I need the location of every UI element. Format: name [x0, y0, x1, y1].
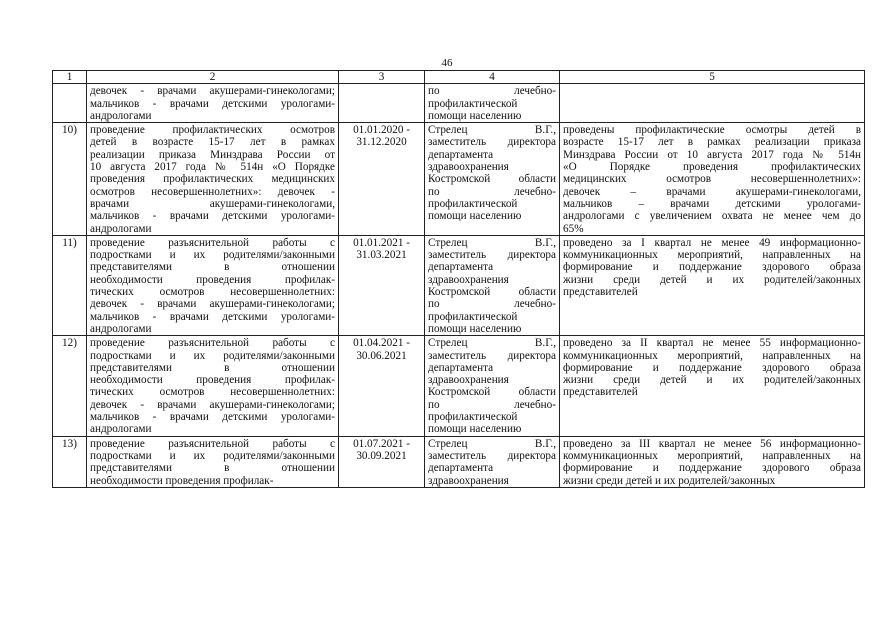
- activity-cell: [87, 235, 339, 335]
- responsible-line: департамента: [428, 361, 494, 374]
- responsible-line: Стрелец В.Г.,: [428, 236, 556, 249]
- result-line: жизни среди детей и их родителей/законных: [563, 374, 861, 387]
- responsible-line: здравоохранения: [428, 161, 509, 174]
- activity-line: детей в возрасте 15-17 лет в рамках: [90, 136, 335, 149]
- activity-line: представителями в отношении: [90, 462, 335, 475]
- responsible-line: департамента: [428, 148, 494, 161]
- dates-line: 01.04.2021 -: [353, 337, 410, 350]
- responsible-line: заместитель директора: [428, 136, 556, 149]
- responsible-line: профилактической: [428, 197, 518, 210]
- result-line: «О Порядке проведения профилактических: [563, 161, 861, 174]
- result-line: проведено за I квартал не менее 49 информационно-: [563, 236, 861, 249]
- responsible-line: помощи населению: [428, 423, 522, 436]
- dates-line: 01.01.2020 -: [353, 124, 410, 137]
- responsible-line: заместитель директора: [428, 449, 556, 462]
- dates-cell: [339, 436, 425, 487]
- responsible-line: заместитель директора: [428, 349, 556, 362]
- responsible-line: департамента: [428, 462, 494, 475]
- header-cell-3: 3: [339, 71, 425, 84]
- activity-line: необходимости проведения профилак-: [90, 273, 335, 286]
- responsible-line: помощи населению: [428, 109, 522, 122]
- activity-line: андрологами: [90, 322, 152, 335]
- result-line: коммуникационных мероприятий, направленных на: [563, 249, 861, 262]
- dates-line: 31.03.2021: [356, 249, 407, 262]
- dates-cell: [339, 235, 425, 335]
- header-cell-5: 5: [560, 71, 865, 84]
- responsible-line: профилактической: [428, 411, 518, 424]
- row-number: [53, 84, 87, 123]
- activity-line: подростками и их родителями/законными: [90, 449, 335, 462]
- table-body: [53, 84, 865, 488]
- result-line: коммуникационных мероприятий, направленных на: [563, 449, 861, 462]
- responsible-cell: [425, 235, 560, 335]
- responsible-line: по лечебно-: [428, 298, 556, 311]
- activity-line: андрологами: [90, 222, 152, 235]
- responsible-line: здравоохранения: [428, 374, 509, 387]
- responsible-cell: [425, 336, 560, 436]
- responsible-line: Стрелец В.Г.,: [428, 124, 556, 137]
- activity-line: необходимости проведения профилак-: [90, 474, 274, 487]
- header-cell-1: 1: [53, 71, 87, 84]
- result-line: мальчиков – врачами детскими урологами-: [563, 197, 861, 210]
- activity-line: необходимости проведения профилак-: [90, 374, 335, 387]
- result-line: представителей: [563, 386, 638, 399]
- activity-line: мальчиков - врачами детскими урологами-: [90, 97, 335, 110]
- responsible-line: помощи населению: [428, 210, 522, 223]
- result-line: формирование и поддержание здорового образа: [563, 361, 861, 374]
- activity-line: мальчиков - врачами детскими урологами-: [90, 411, 335, 424]
- row-number: 11): [53, 235, 87, 335]
- table-row: [53, 235, 865, 335]
- page-number: 46: [441, 57, 453, 69]
- activity-cell: [87, 336, 339, 436]
- activity-line: осмотров несовершеннолетних»: девочек -: [90, 185, 335, 198]
- result-cell: [560, 336, 865, 436]
- result-line: проведено за III квартал не менее 56 информационно-: [563, 437, 861, 450]
- activity-cell: [87, 436, 339, 487]
- activity-line: проведение разъяснительной работы с: [90, 236, 335, 249]
- result-line: медицинских осмотров несовершеннолетних»:: [563, 173, 861, 186]
- activity-line: мальчиков - врачами детскими урологами-: [90, 210, 335, 223]
- responsible-line: здравоохранения: [428, 474, 509, 487]
- activity-line: девочек - врачами акушерами-гинекологами;: [90, 298, 335, 311]
- table-row: [53, 436, 865, 487]
- result-line: жизни среди детей и их родителей/законных: [563, 474, 776, 487]
- row-number: 12): [53, 336, 87, 436]
- responsible-line: профилактической: [428, 97, 518, 110]
- result-line: девочек – врачами акушерами-гинекологами,: [563, 185, 861, 198]
- header-row: [53, 71, 865, 84]
- dates-line: 31.12.2020: [356, 136, 407, 149]
- activity-line: андрологами: [90, 109, 152, 122]
- activity-line: девочек - врачами акушерами-гинекологами;: [90, 398, 335, 411]
- row-number: 10): [53, 123, 87, 236]
- activity-line: проведение профилактических осмотров: [90, 124, 335, 137]
- row-number: 13): [53, 436, 87, 487]
- dates-cell: [339, 123, 425, 236]
- activity-line: представителями в отношении: [90, 361, 335, 374]
- responsible-line: Костромской области: [428, 286, 556, 299]
- result-line: возрасте 15-17 лет в рамках реализации приказа: [563, 136, 861, 149]
- activity-line: подростками и их родителями/законными: [90, 349, 335, 362]
- responsible-cell: [425, 123, 560, 236]
- responsible-line: здравоохранения: [428, 273, 509, 286]
- activity-line: проведение разъяснительной работы с: [90, 337, 335, 350]
- dates-cell: [339, 84, 425, 123]
- dates-line: 30.09.2021: [356, 449, 407, 462]
- activity-line: 10 августа 2017 года № 514н «О Порядке: [90, 161, 335, 174]
- result-line: проведено за II квартал не менее 55 информационно-: [563, 337, 861, 350]
- activity-line: представителями в отношении: [90, 261, 335, 274]
- result-line: андрологами с увеличением охвата не менее чем до: [563, 210, 861, 223]
- plan-table: [52, 70, 865, 488]
- result-cell: [560, 84, 865, 123]
- header-cell-4: 4: [425, 71, 560, 84]
- responsible-line: Стрелец В.Г.,: [428, 437, 556, 450]
- activity-cell: [87, 123, 339, 236]
- activity-line: реализации приказа Минздрава России от: [90, 148, 335, 161]
- activity-line: подростками и их родителями/законными: [90, 249, 335, 262]
- responsible-line: Костромской области: [428, 386, 556, 399]
- activity-cell: [87, 84, 339, 123]
- result-line: представителей: [563, 286, 638, 299]
- activity-line: врачами акушерами-гинекологами,: [90, 197, 335, 210]
- responsible-line: по лечебно-: [428, 185, 556, 198]
- responsible-line: заместитель директора: [428, 249, 556, 262]
- result-cell: [560, 123, 865, 236]
- responsible-line: Стрелец В.Г.,: [428, 337, 556, 350]
- table-row: [53, 123, 865, 236]
- result-line: формирование и поддержание здорового образа: [563, 462, 861, 475]
- activity-line: тических осмотров несовершеннолетних:: [90, 386, 335, 399]
- responsible-line: Костромской области: [428, 173, 556, 186]
- activity-line: мальчиков - врачами детскими урологами-: [90, 310, 335, 323]
- activity-line: тических осмотров несовершеннолетних:: [90, 286, 335, 299]
- result-line: коммуникационных мероприятий, направленных на: [563, 349, 861, 362]
- result-line: проведены профилактические осмотры детей в: [563, 124, 861, 137]
- responsible-line: по лечебно-: [428, 85, 556, 98]
- result-cell: [560, 235, 865, 335]
- responsible-line: помощи населению: [428, 322, 522, 335]
- dates-line: 01.01.2021 -: [353, 236, 410, 249]
- result-line: формирование и поддержание здорового образа: [563, 261, 861, 274]
- result-cell: [560, 436, 865, 487]
- activity-line: девочек - врачами акушерами-гинекологами;: [90, 85, 335, 98]
- header-cell-2: 2: [87, 71, 339, 84]
- result-line: 65%: [563, 222, 584, 235]
- dates-line: 01.07.2021 -: [353, 437, 410, 450]
- responsible-line: профилактической: [428, 310, 518, 323]
- result-line: Минздрава России от 10 августа 2017 года № 514н: [563, 148, 861, 161]
- responsible-cell: [425, 436, 560, 487]
- dates-cell: [339, 336, 425, 436]
- dates-line: 30.06.2021: [356, 349, 407, 362]
- responsible-cell: [425, 84, 560, 123]
- table-row: [53, 84, 865, 123]
- activity-line: андрологами: [90, 423, 152, 436]
- activity-line: проведения профилактических медицинских: [90, 173, 335, 186]
- responsible-line: по лечебно-: [428, 398, 556, 411]
- activity-line: проведение разъяснительной работы с: [90, 437, 335, 450]
- table-row: [53, 336, 865, 436]
- result-line: жизни среди детей и их родителей/законных: [563, 273, 861, 286]
- responsible-line: департамента: [428, 261, 494, 274]
